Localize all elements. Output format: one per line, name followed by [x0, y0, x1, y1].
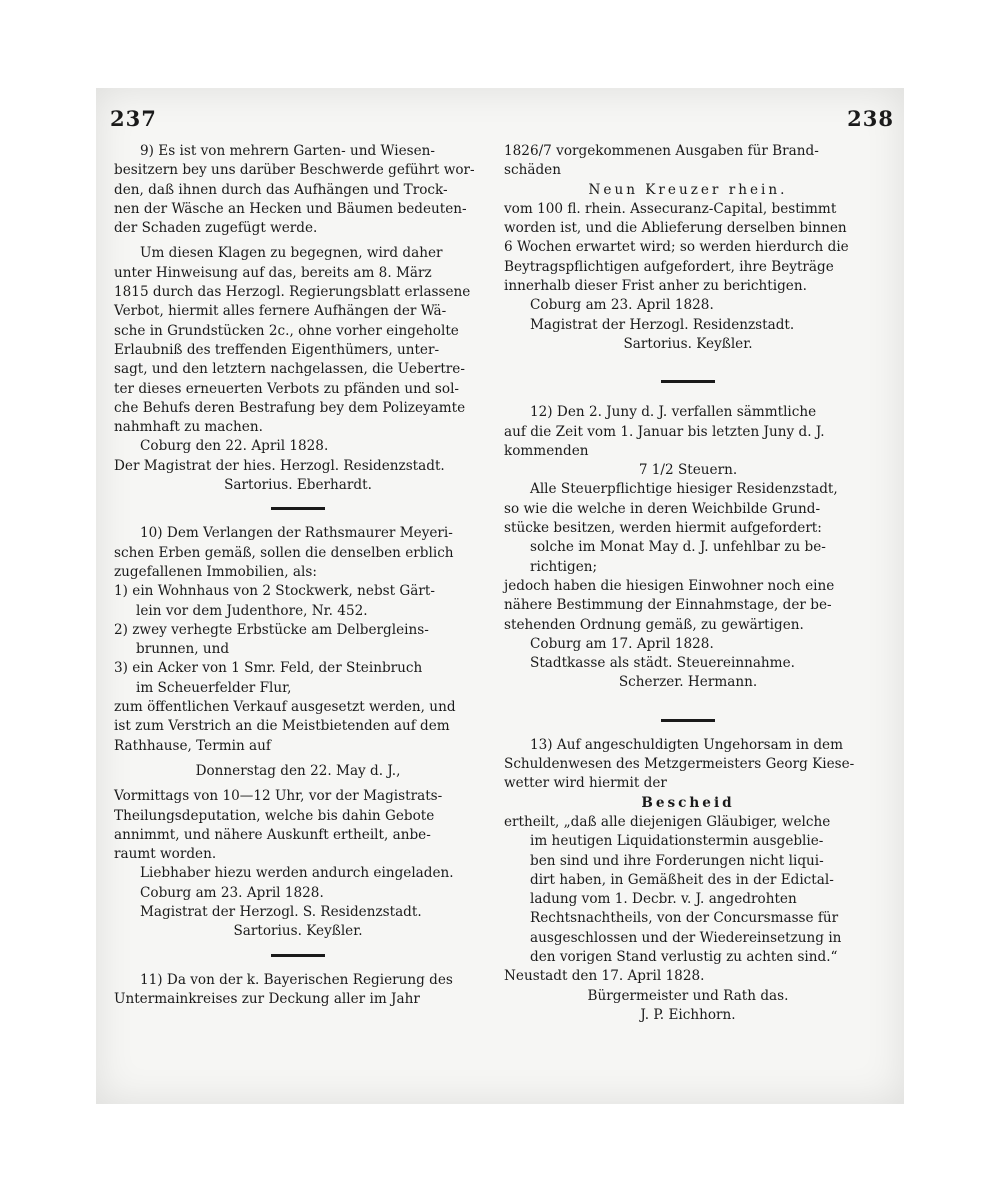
authority-line: Magistrat der Herzogl. Residenzstadt. [530, 316, 795, 333]
list-item-line: 3) ein Acker von 1 Smr. Feld, der Steinbruch [114, 660, 423, 677]
text-line: stehenden Ordnung gemäß, zu gewärtigen. [504, 616, 804, 633]
text-line: 11) Da von der k. Bayerischen Regierung des [140, 971, 453, 988]
list-item-line: 1) ein Wohnhaus von 2 Stockwerk, nebst Gärt- [114, 583, 435, 600]
text-line: nahmhaft zu machen. [114, 419, 263, 436]
text-line: ter dieses erneuerten Verbots zu pfänden und sol- [114, 380, 460, 397]
verdict-heading: Bescheid [641, 794, 735, 811]
term-date: Donnerstag den 22. May d. J., [195, 762, 401, 779]
text-line: Verbot, hiermit alles fernere Aufhängen der Wä- [114, 303, 447, 320]
text-line: ausgeschlossen und der Wiedereinsetzung in [530, 929, 842, 946]
text-line: Theilungsdeputation, welche bis dahin Gebote [114, 807, 435, 824]
signature-line: Sartorius. Keyßler. [623, 335, 753, 352]
list-item [114, 621, 482, 660]
list-item-line: brunnen, und [136, 641, 230, 658]
text-line: im heutigen Liquidationstermin ausgeblie- [530, 833, 824, 850]
text-line: Rathhause, Termin auf [114, 737, 271, 754]
text-line: Schuldenwesen des Metzgermeisters Georg Kiese- [504, 756, 855, 773]
text-line: Alle Steuerpflichtige hiesiger Residenzstadt, [530, 481, 838, 498]
text-line: 12) Den 2. Juny d. J. verfallen sämmtliche [530, 404, 817, 421]
text-line: richtigen; [530, 558, 598, 575]
text-line: che Behufs deren Bestrafung bey dem Polizeyamte [114, 399, 466, 416]
signature-line: Sartorius. Eberhardt. [224, 477, 372, 494]
text-line: besitzern bey uns darüber Beschwerde geführt wor- [114, 162, 475, 179]
authority-line: Magistrat der Herzogl. S. Residenzstadt. [140, 903, 422, 920]
notice-11 [114, 971, 482, 1010]
section-divider [661, 380, 715, 383]
text-line: Rechtsnachtheils, von der Concursmasse für [530, 910, 839, 927]
text-line: 9) Es ist von mehrern Garten- und Wiesen- [140, 143, 436, 159]
list-item [114, 582, 482, 621]
notice-11-continued [504, 142, 872, 354]
text-line: auf die Zeit vom 1. Januar bis letzten Juny d. J. [504, 423, 825, 440]
text-line: den vorigen Stand verlustig zu achten sind.“ [530, 948, 838, 965]
text-line: Untermainkreises zur Deckung aller im Jahr [114, 990, 420, 1007]
section-divider [271, 507, 325, 510]
text-line: ist zum Verstrich an die Meistbietenden auf dem [114, 718, 450, 735]
text-line: Liebhaber hiezu werden andurch eingeladen. [140, 865, 454, 882]
text-line: 1815 durch das Herzogl. Regierungsblatt erlassene [114, 284, 471, 301]
text-line: 6 Wochen erwartet wird; so werden hierdurch die [504, 239, 849, 256]
date-line: Coburg den 22. April 1828. [140, 438, 329, 455]
notice-13 [504, 736, 872, 1025]
text-line: unter Hinweisung auf das, bereits am 8. März [114, 264, 432, 281]
section-divider [271, 954, 325, 957]
text-line: sche in Grundstücken 2c., ohne vorher eingeholte [114, 322, 459, 339]
text-line: jedoch haben die hiesigen Einwohner noch eine [504, 577, 835, 594]
notice-12 [504, 403, 872, 692]
text-line: wetter wird hiermit der [504, 775, 667, 792]
list-item [114, 659, 482, 698]
right-page-number: 238 [847, 106, 894, 131]
text-line: Beytragspflichtigen aufgefordert, ihre Beyträge [504, 258, 834, 275]
text-line: Um diesen Klagen zu begegnen, wird daher [140, 245, 443, 262]
text-line: 1826/7 vorgekommenen Ausgaben für Brand- [504, 143, 819, 159]
text-line: zum öffentlichen Verkauf ausgesetzt werden, und [114, 699, 456, 716]
text-line: schäden [504, 162, 561, 179]
authority-line: Stadtkasse als städt. Steuereinnahme. [530, 655, 795, 672]
text-line: so wie die welche in deren Weichbilde Grund- [504, 500, 821, 517]
text-line: ertheilt, „daß alle diejenigen Gläubiger, welche [504, 813, 831, 830]
notice-10 [114, 524, 482, 941]
left-column [114, 142, 482, 1009]
date-line: Coburg am 17. April 1828. [530, 635, 714, 652]
list-item-line: lein vor dem Judenthore, Nr. 452. [136, 602, 368, 619]
text-line: der Schaden zugefügt werde. [114, 220, 318, 237]
signature-line: Scherzer. Hermann. [618, 674, 758, 691]
text-line: worden ist, und die Ablieferung derselben binnen [504, 220, 847, 237]
text-line: annimmt, und nähere Auskunft ertheilt, anbe- [114, 826, 431, 843]
text-line: kommenden [504, 442, 589, 459]
date-line: Coburg am 23. April 1828. [140, 884, 324, 901]
text-line: 10) Dem Verlangen der Rathsmaurer Meyeri- [140, 525, 453, 542]
text-line: zugefallenen Immobilien, als: [114, 563, 317, 580]
text-line: nen der Wäsche an Hecken und Bäumen bedeuten- [114, 200, 467, 217]
list-item-line: im Scheuerfelder Flur, [136, 679, 292, 696]
text-line: nähere Bestimmung der Einnahmstage, der be- [504, 597, 832, 614]
tax-heading: 7 1/2 Steuern. [638, 462, 738, 479]
right-column [504, 142, 872, 1025]
text-line: Vormittags von 10—12 Uhr, vor der Magistrats- [114, 788, 443, 805]
section-divider [661, 719, 715, 722]
signature-line: J. P. Eichhorn. [640, 1006, 736, 1023]
text-line: den, daß ihnen durch das Aufhängen und Trock- [114, 181, 448, 198]
text-line: dirt haben, in Gemäßheit des in der Edictal- [530, 871, 834, 888]
date-line: Coburg am 23. April 1828. [530, 297, 714, 314]
text-line: Erlaubniß des treffenden Eigenthümers, unter- [114, 341, 440, 358]
notice-9 [114, 142, 482, 495]
left-page-number: 237 [110, 106, 157, 131]
text-line: raumt worden. [114, 846, 217, 863]
text-line: schen Erben gemäß, sollen die denselben erblich [114, 544, 454, 561]
signature-line: Sartorius. Keyßler. [233, 923, 363, 940]
text-line: stücke besitzen, werden hiermit aufgefordert: [504, 520, 822, 537]
amount-heading: Neun Kreuzer rhein. [588, 181, 788, 198]
list-item-line: 2) zwey verhegte Erbstücke am Delbergleins- [114, 621, 429, 638]
text-line: innerhalb dieser Frist anher zu berichtigen. [504, 278, 807, 295]
text-line: solche im Monat May d. J. unfehlbar zu be- [530, 539, 826, 556]
text-line: ben sind und ihre Forderungen nicht liqui- [530, 852, 824, 869]
text-line: vom 100 fl. rhein. Assecuranz-Capital, bestimmt [504, 200, 837, 217]
authority-line: Bürgermeister und Rath das. [587, 987, 789, 1004]
text-line: sagt, und den letztern nachgelassen, die Uebertre- [114, 361, 465, 378]
authority-line: Der Magistrat der hies. Herzogl. Residenzstadt. [114, 457, 445, 474]
date-line: Neustadt den 17. April 1828. [504, 968, 705, 985]
text-line: 13) Auf angeschuldigten Ungehorsam in dem [530, 736, 843, 753]
text-line: ladung vom 1. Decbr. v. J. angedrohten [530, 891, 797, 908]
gazette-page [96, 88, 904, 1104]
